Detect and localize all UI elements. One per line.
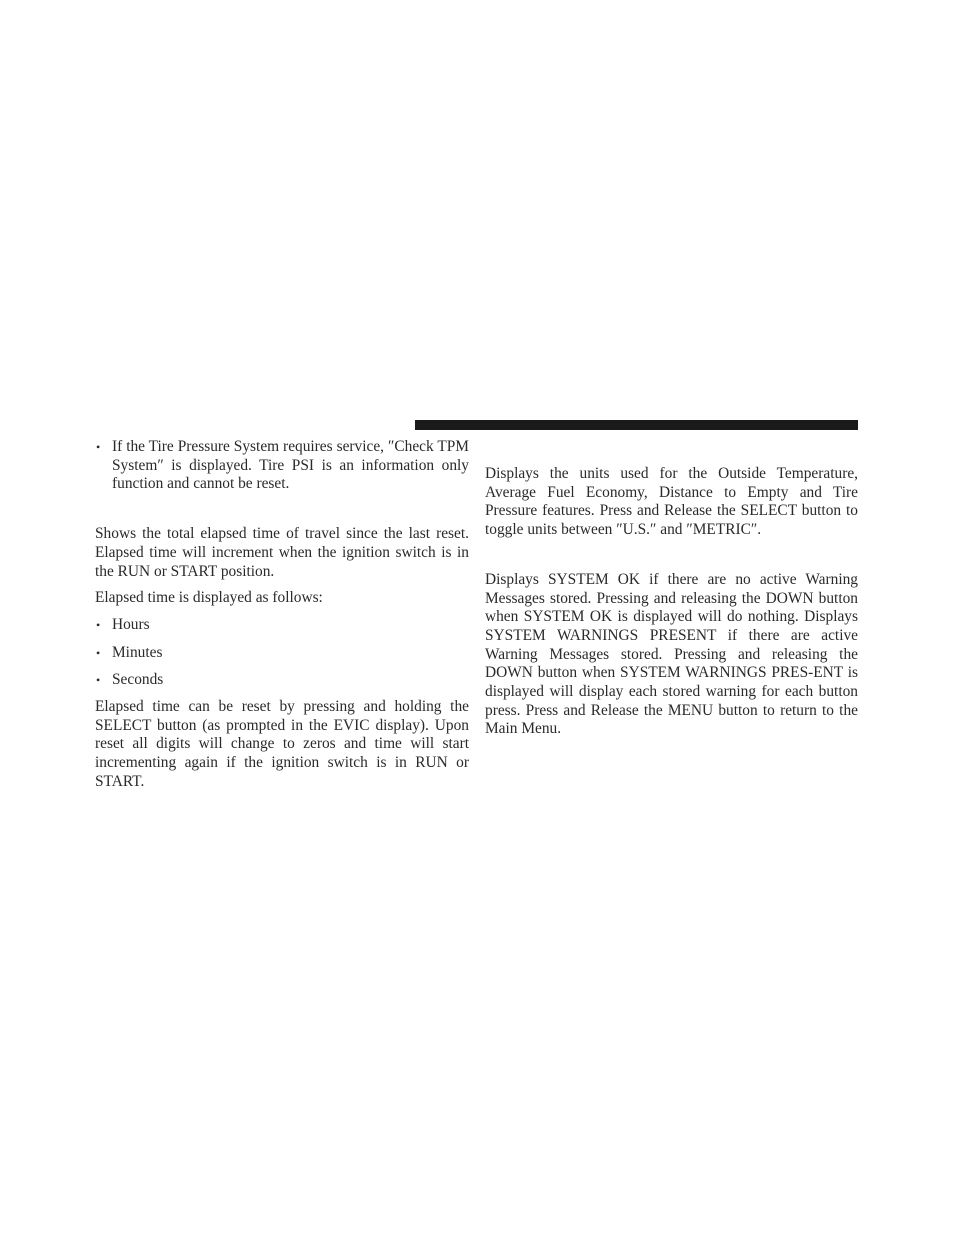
list-item: Seconds — [112, 671, 164, 689]
bullet-icon: • — [96, 645, 101, 660]
section-header-rule — [415, 420, 858, 430]
list-item: Hours — [112, 615, 150, 633]
elapsed-item-minutes — [95, 644, 469, 663]
elapsed-item-seconds — [95, 671, 469, 690]
list-item: Minutes — [112, 643, 163, 661]
bullet-icon: • — [96, 440, 101, 454]
elapsed-time-reset: Elapsed time can be reset by pressing and holding the SELECT button (as prompted in the EVIC display). Upon reset all digits will change to zeros and time will start incrementing again if the ignition switch is in RUN or START. — [95, 698, 469, 790]
tpm-service-text: If the Tire Pressure System requires service, ″Check TPM System″ is displayed. Tire PSI is an information only function and cannot be reset. — [112, 438, 469, 493]
tpm-service-bullet — [95, 438, 469, 494]
elapsed-item-hours — [95, 616, 469, 635]
elapsed-time-intro: Shows the total elapsed time of travel since the last reset. Elapsed time will increment when the ignition switch is in the RUN or START position. — [95, 525, 469, 580]
left-column — [95, 438, 469, 792]
units-description: Displays the units used for the Outside Temperature, Average Fuel Economy, Distance to Empty and Tire Pressure features. Press and Release the SELECT button to toggle units between ″U.S.″ and ″METRIC″. — [485, 465, 858, 539]
warnings-description: Displays SYSTEM OK if there are no active Warning Messages stored. Pressing and releasing the DOWN button when SYSTEM OK is displayed will do nothing. Displays SYSTEM WARNINGS PRESENT if there are active Warning Messages stored. Pressing and releasing the DOWN button when SYSTEM WARNINGS PRES-ENT is displayed will display each stored warning for each button press. Press and Release the MENU button to return to the Main Menu. — [485, 570, 858, 738]
bullet-icon: • — [96, 617, 101, 632]
elapsed-time-display-label: Elapsed time is displayed as follows: — [95, 589, 323, 607]
bullet-icon: • — [96, 673, 101, 688]
right-column — [485, 465, 858, 739]
